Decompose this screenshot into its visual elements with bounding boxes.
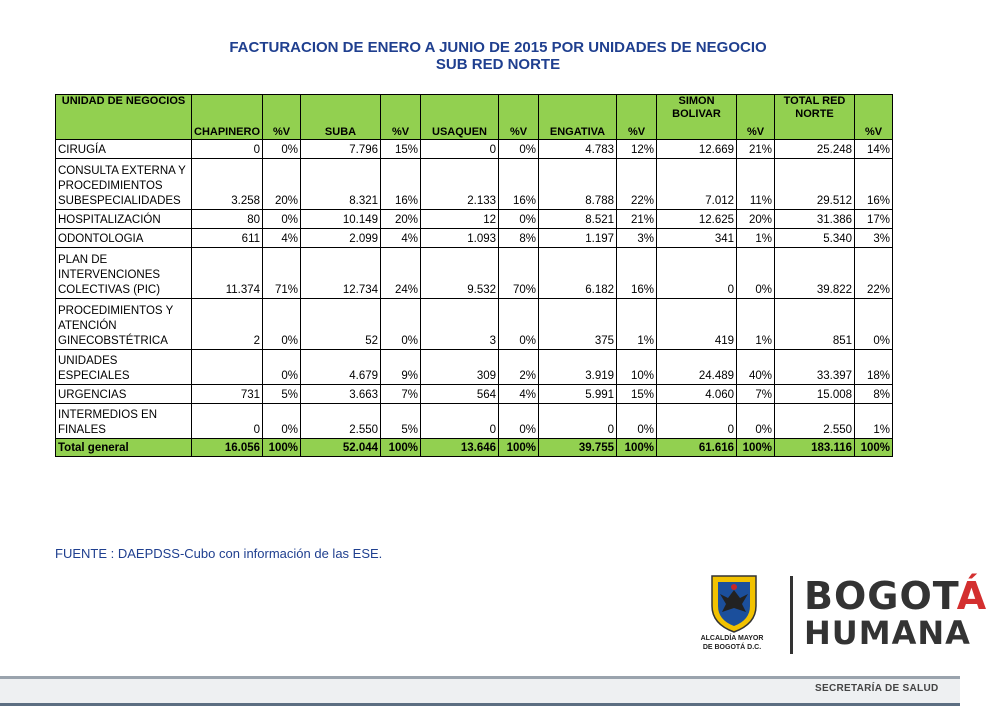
column-header: %V — [499, 95, 539, 140]
table-cell: 6.182 — [539, 248, 617, 299]
table-cell: 0% — [263, 299, 301, 350]
total-cell: 13.646 — [421, 439, 499, 457]
table-cell: 1% — [617, 299, 657, 350]
table-cell: 3.258 — [192, 159, 263, 210]
table-cell: 0 — [421, 140, 499, 159]
table-cell: 5% — [263, 385, 301, 404]
coat-of-arms-icon — [704, 572, 764, 634]
table-cell: 0 — [539, 404, 617, 439]
bogota-main: BOGOT — [804, 574, 957, 618]
table-cell: 15% — [617, 385, 657, 404]
alcaldia-label — [692, 634, 772, 652]
total-cell: 16.056 — [192, 439, 263, 457]
table-cell: 375 — [539, 299, 617, 350]
table-cell: 16% — [617, 248, 657, 299]
table-cell: 9% — [381, 350, 421, 385]
table-cell: 7% — [737, 385, 775, 404]
column-header: CHAPINERO — [192, 95, 263, 140]
total-cell: 100% — [737, 439, 775, 457]
table-cell: 12.625 — [657, 210, 737, 229]
column-header: %V — [381, 95, 421, 140]
row-label: HOSPITALIZACIÓN — [56, 210, 192, 229]
table-cell: 309 — [421, 350, 499, 385]
table-row — [56, 159, 893, 210]
table-cell: 0 — [421, 404, 499, 439]
column-header: TOTAL RED NORTE — [775, 95, 855, 140]
table-cell: 1.093 — [421, 229, 499, 248]
table-header-row — [56, 95, 893, 140]
table-cell: 7.796 — [301, 140, 381, 159]
report-subtitle: SUB RED NORTE — [435, 56, 561, 73]
table-cell: 8.321 — [301, 159, 381, 210]
column-header: %V — [617, 95, 657, 140]
total-cell: 100% — [499, 439, 539, 457]
total-cell: 100% — [263, 439, 301, 457]
table-cell: 851 — [775, 299, 855, 350]
column-header: SUBA — [301, 95, 381, 140]
table-cell: 10.149 — [301, 210, 381, 229]
column-header: %V — [737, 95, 775, 140]
table-cell: 341 — [657, 229, 737, 248]
table-cell: 2.550 — [775, 404, 855, 439]
table-cell: 15.008 — [775, 385, 855, 404]
source-note: FUENTE : DAEPDSS-Cubo con información de las ESE. — [55, 546, 383, 561]
table-row — [56, 140, 893, 159]
total-cell: 100% — [617, 439, 657, 457]
table-cell: 21% — [617, 210, 657, 229]
table-cell: 15% — [381, 140, 421, 159]
table-cell: 4.060 — [657, 385, 737, 404]
table-cell: 1% — [737, 299, 775, 350]
table-cell: 16% — [855, 159, 893, 210]
table-cell: 22% — [617, 159, 657, 210]
table-cell: 0% — [263, 404, 301, 439]
table-cell: 22% — [855, 248, 893, 299]
table-cell: 564 — [421, 385, 499, 404]
row-label: INTERMEDIOS EN FINALES — [56, 404, 192, 439]
table-cell: 2.550 — [301, 404, 381, 439]
table-cell: 71% — [263, 248, 301, 299]
table-cell: 5% — [381, 404, 421, 439]
total-label: Total general — [56, 439, 192, 457]
total-cell: 100% — [855, 439, 893, 457]
column-header: %V — [263, 95, 301, 140]
table-cell: 25.248 — [775, 140, 855, 159]
table-cell: 3.663 — [301, 385, 381, 404]
table-cell: 20% — [737, 210, 775, 229]
bogota-accent: Á — [956, 574, 987, 618]
table-cell: 16% — [499, 159, 539, 210]
table-cell: 9.532 — [421, 248, 499, 299]
table-cell: 2.099 — [301, 229, 381, 248]
table-cell: 731 — [192, 385, 263, 404]
row-label: ODONTOLOGIA — [56, 229, 192, 248]
table-row — [56, 248, 893, 299]
column-header: SIMON BOLIVAR — [657, 95, 737, 140]
table-cell: 10% — [617, 350, 657, 385]
row-label: PLAN DE INTERVENCIONES COLECTIVAS (PIC) — [56, 248, 192, 299]
table-cell: 20% — [381, 210, 421, 229]
alcaldia-line1: ALCALDÍA MAYOR — [700, 635, 764, 642]
footer-line-bottom — [0, 703, 960, 706]
bogota-logo — [690, 570, 987, 660]
row-label: PROCEDIMIENTOS Y ATENCIÓN GINECOBSTÉTRICA — [56, 299, 192, 350]
row-label: CONSULTA EXTERNA Y PROCEDIMIENTOS SUBESPECIALIDADES — [56, 159, 192, 210]
table-cell: 33.397 — [775, 350, 855, 385]
table-row — [56, 404, 893, 439]
table-row — [56, 229, 893, 248]
table-cell: 0% — [737, 248, 775, 299]
table-cell: 24% — [381, 248, 421, 299]
report-title: FACTURACION DE ENERO A JUNIO DE 2015 POR UNIDADES DE NEGOCIO — [229, 39, 767, 56]
table-cell: 1% — [737, 229, 775, 248]
column-header: USAQUEN — [421, 95, 499, 140]
table-cell: 18% — [855, 350, 893, 385]
table-cell: 0% — [263, 350, 301, 385]
table-cell: 29.512 — [775, 159, 855, 210]
column-header: UNIDAD DE NEGOCIOS — [56, 95, 192, 140]
table-cell: 3% — [855, 229, 893, 248]
column-header: ENGATIVA — [539, 95, 617, 140]
table-cell: 3.919 — [539, 350, 617, 385]
footer-label: SECRETARÍA DE SALUD — [815, 683, 939, 694]
total-cell: 100% — [381, 439, 421, 457]
table-row — [56, 210, 893, 229]
table-cell: 0% — [263, 210, 301, 229]
table-cell: 7% — [381, 385, 421, 404]
table-cell: 0% — [499, 404, 539, 439]
total-row — [56, 439, 893, 457]
alcaldia-line2: DE BOGOTÁ D.C. — [702, 644, 762, 651]
table-cell: 419 — [657, 299, 737, 350]
billing-table — [55, 94, 893, 457]
table-cell: 20% — [263, 159, 301, 210]
table-cell: 5.340 — [775, 229, 855, 248]
table-cell: 611 — [192, 229, 263, 248]
table-cell: 31.386 — [775, 210, 855, 229]
table-cell: 40% — [737, 350, 775, 385]
column-header: %V — [855, 95, 893, 140]
table-cell: 17% — [855, 210, 893, 229]
table-row — [56, 385, 893, 404]
table-cell: 8.788 — [539, 159, 617, 210]
total-cell: 52.044 — [301, 439, 381, 457]
table-cell: 0 — [657, 404, 737, 439]
humana-wordmark: HUMANA — [804, 614, 971, 652]
row-label: CIRUGÍA — [56, 140, 192, 159]
table-row — [56, 299, 893, 350]
table-cell: 0% — [381, 299, 421, 350]
table-cell: 0 — [657, 248, 737, 299]
table-cell: 4% — [381, 229, 421, 248]
bogota-wordmark — [804, 574, 987, 618]
table-cell: 21% — [737, 140, 775, 159]
table-cell: 0 — [192, 140, 263, 159]
table-cell: 24.489 — [657, 350, 737, 385]
table-cell: 4.783 — [539, 140, 617, 159]
table-cell: 0% — [499, 210, 539, 229]
table-cell: 7.012 — [657, 159, 737, 210]
table-cell: 0% — [855, 299, 893, 350]
total-cell: 183.116 — [775, 439, 855, 457]
table-cell: 14% — [855, 140, 893, 159]
table-cell — [192, 350, 263, 385]
table-cell: 1.197 — [539, 229, 617, 248]
total-cell: 39.755 — [539, 439, 617, 457]
table-cell: 16% — [381, 159, 421, 210]
table-cell: 12 — [421, 210, 499, 229]
table-cell: 8% — [499, 229, 539, 248]
table-cell: 12.734 — [301, 248, 381, 299]
table-cell: 1% — [855, 404, 893, 439]
table-cell: 80 — [192, 210, 263, 229]
table-cell: 52 — [301, 299, 381, 350]
table-cell: 3 — [421, 299, 499, 350]
total-cell: 61.616 — [657, 439, 737, 457]
table-cell: 4% — [263, 229, 301, 248]
table-cell: 11% — [737, 159, 775, 210]
table-cell: 2% — [499, 350, 539, 385]
table-cell: 70% — [499, 248, 539, 299]
table-cell: 0% — [617, 404, 657, 439]
table-cell: 2 — [192, 299, 263, 350]
table-cell: 0 — [192, 404, 263, 439]
table-cell: 11.374 — [192, 248, 263, 299]
logo-divider — [790, 576, 793, 654]
table-cell: 4% — [499, 385, 539, 404]
table-cell: 8.521 — [539, 210, 617, 229]
table-cell: 2.133 — [421, 159, 499, 210]
table-cell: 12.669 — [657, 140, 737, 159]
table-cell: 8% — [855, 385, 893, 404]
table-cell: 0% — [263, 140, 301, 159]
table-cell: 12% — [617, 140, 657, 159]
table-row — [56, 350, 893, 385]
table-cell: 39.822 — [775, 248, 855, 299]
table-cell: 0% — [499, 299, 539, 350]
table-cell: 0% — [499, 140, 539, 159]
table-cell: 4.679 — [301, 350, 381, 385]
table-cell: 3% — [617, 229, 657, 248]
table-cell: 5.991 — [539, 385, 617, 404]
table-cell: 0% — [737, 404, 775, 439]
row-label: URGENCIAS — [56, 385, 192, 404]
row-label: UNIDADES ESPECIALES — [56, 350, 192, 385]
